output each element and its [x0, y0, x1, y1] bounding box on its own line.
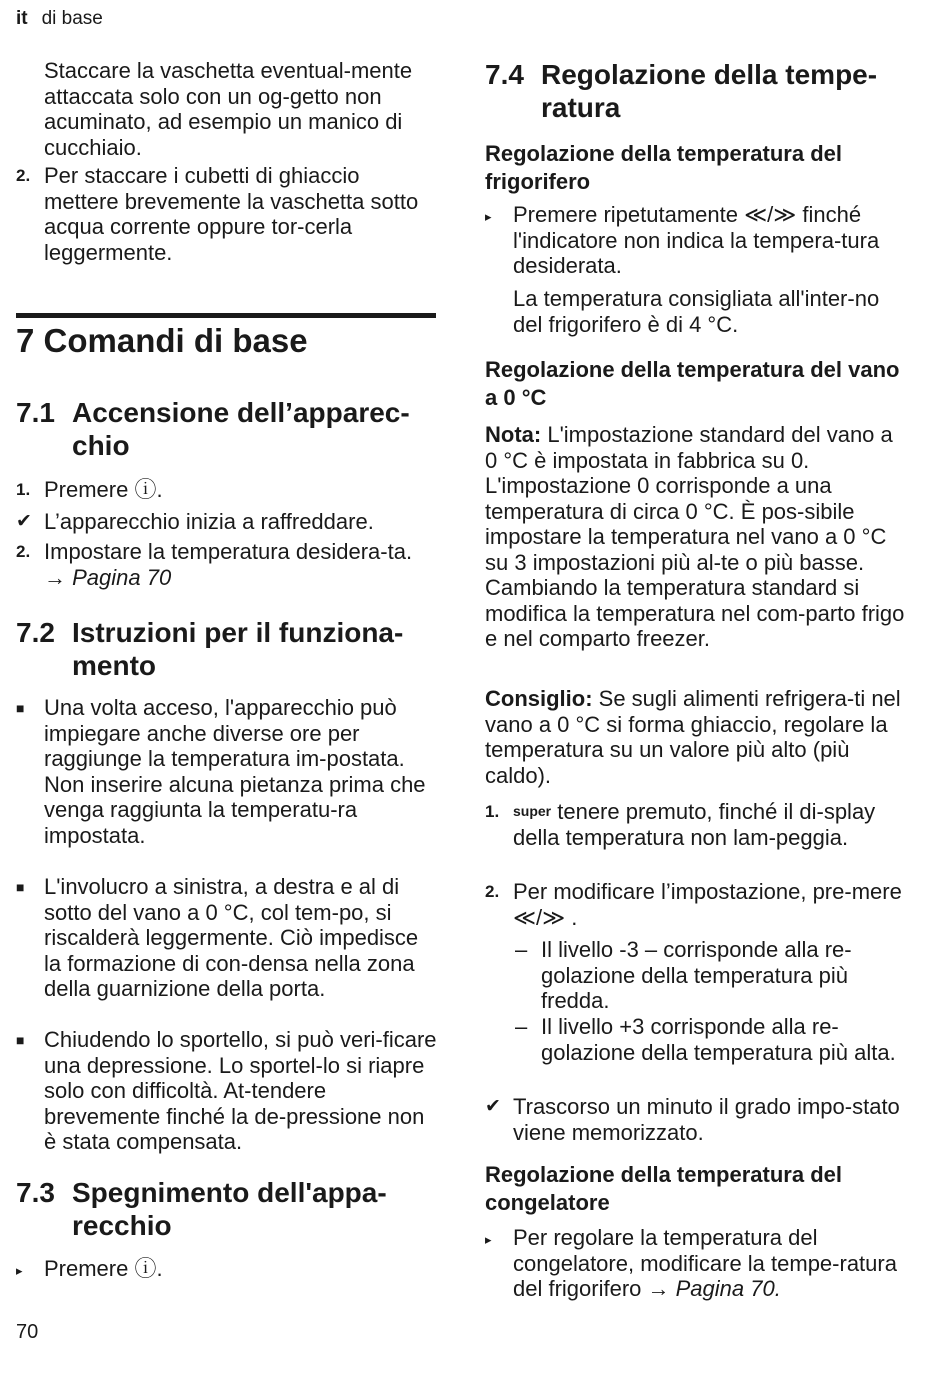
- section-title-text: Regolazione della tempe-ratura: [541, 59, 878, 123]
- dash-bullet: –: [515, 937, 528, 962]
- step-text: Per modificare l’impostazione, pre-mere ≪/≫ .: [513, 879, 902, 930]
- fridge-heading: Regolazione della temperatura del frigorifero: [485, 141, 842, 194]
- super-button-label: super: [513, 803, 552, 819]
- bullet-text: L'involucro a sinistra, a destra e al di sotto del vano a 0 °C, col tem-po, si riscalderà leggermente. Ciò impedisce la formazione di con-densa nella zona della guarnizione della porta.: [44, 874, 419, 1001]
- square-bullet-icon: ■: [16, 1032, 25, 1048]
- nota-text-2: Cambiando la temperatura standard si modifica la temperatura nel com-parto frigo e nel comparto freezer.: [485, 575, 905, 651]
- section-7-1-title: [16, 396, 462, 462]
- nota-paragraph: [485, 422, 905, 652]
- square-bullet-icon: ■: [16, 700, 25, 716]
- s72-bullet-2: [16, 874, 436, 1002]
- consiglio-text: Se sugli alimenti refrigera-ti nel vano a 0 °C si forma ghiaccio, regolare la temperatura su un valore più alto (più caldo).: [485, 686, 901, 788]
- square-bullet-icon: ■: [16, 879, 25, 895]
- dash-text: Il livello -3 – corrisponde alla re-golazione della temperatura più fredda.: [541, 937, 852, 1013]
- chapter-title: 7 Comandi di base: [16, 322, 308, 359]
- step-text: Impostare la temperatura desidera-ta.: [44, 539, 413, 564]
- section-number: 7.1: [16, 397, 55, 428]
- intro-paragraph: Staccare la vaschetta eventual-mente attaccata solo con un og-getto non acuminato, ad esempio un manico di cucchiaio.: [44, 58, 413, 160]
- page-number: 70: [16, 1321, 39, 1343]
- level-minus-3: [485, 937, 906, 1014]
- s72-bullet-3: [16, 1027, 439, 1155]
- step-number: 1.: [16, 480, 31, 499]
- language-code: it: [16, 8, 28, 29]
- bullet-text-2: Non inserire alcuna pietanza prima che venga raggiunta la temperatu-ra impostata.: [44, 771, 426, 848]
- result-text: Trascorso un minuto il grado impo-stato viene memorizzato.: [513, 1094, 900, 1145]
- chapter-rule: [16, 313, 436, 318]
- section-7-2-title: [16, 616, 462, 682]
- step-text: Per staccare i cubetti di ghiaccio mettere brevemente la vaschetta sotto acqua corrente oppure tor-cerla leggermente.: [44, 163, 419, 265]
- s71-result: [16, 509, 444, 535]
- nota-text: L'impostazione standard del vano a 0 °C è impostata in fabbrica su 0. L'impostazione 0 corrisponde a una temperatura di circa 0 °C. È pos-sibile impostare la temperatura nel vano a 0 °C su 3 impostazioni più al-te o più basse.: [485, 422, 893, 575]
- triangle-bullet-icon: ▸: [485, 209, 492, 224]
- step-2: [16, 163, 439, 265]
- freezer-heading: Regolazione della temperatura del congelatore: [485, 1162, 842, 1215]
- consiglio-label: Consiglio:: [485, 686, 593, 711]
- dash-text: Il livello +3 corrisponde alla re-golazione della temperatura più alta.: [541, 1014, 896, 1065]
- triangle-bullet-icon: ▸: [485, 1232, 492, 1247]
- checkmark-icon: ✔: [16, 511, 32, 532]
- step-text: Per regolare la temperatura del congelatore, modificare la tempe-ratura del frigorifero: [513, 1225, 897, 1301]
- nota-label: Nota:: [485, 422, 542, 447]
- step-text: Premere ⓘ.: [44, 1256, 163, 1281]
- checkmark-icon: ✔: [485, 1096, 501, 1117]
- step-number: 2.: [485, 882, 500, 901]
- triangle-bullet-icon: ▸: [16, 1263, 23, 1278]
- step-number: 1.: [485, 802, 500, 821]
- step-text: Premere ripetutamente ≪/≫ finché l'indicatore non indica la tempera-tura desiderata.: [513, 202, 880, 278]
- fridge-step: [485, 202, 908, 279]
- page-reference-link[interactable]: → Pagina 70: [44, 564, 172, 590]
- step-text: tenere premuto, finché il di-splay della temperatura non lam-peggia.: [513, 799, 876, 850]
- zero-compartment-heading: Regolazione della temperatura del vano a 0 °C: [485, 357, 900, 410]
- section-title-text: Spegnimento dell'appa-recchio: [72, 1177, 387, 1241]
- section-number: 7.3: [16, 1177, 55, 1208]
- section-number: 7.4: [485, 59, 524, 90]
- section-7-4-title: [485, 58, 950, 124]
- page-header: [16, 8, 103, 30]
- section-7-3-title: [16, 1176, 462, 1242]
- s73-step: [16, 1256, 439, 1282]
- step-number: 2.: [16, 542, 31, 561]
- level-plus-3: [485, 1014, 906, 1065]
- section-title-text: Accensione dell’apparec-chio: [72, 397, 410, 461]
- bullet-text: Una volta acceso, l'apparecchio può impiegare anche diverse ore per raggiunge la temperatura im-postata.: [44, 695, 405, 771]
- s71-step-1: [16, 477, 444, 503]
- s72-bullet-1: [16, 695, 436, 848]
- section-title-text: Istruzioni per il funziona-mento: [72, 617, 404, 681]
- bullet-text: Chiudendo lo sportello, si può veri-ficare una depressione. Lo sportel-lo si riapre solo con difficoltà. At-tendere brevemente finché la de-pressione non è stata compensata.: [44, 1027, 437, 1154]
- fridge-note: La temperatura consigliata all'inter-no del frigorifero è di 4 °C.: [513, 286, 880, 337]
- zero-result: [485, 1094, 913, 1145]
- zero-step-2: [485, 879, 908, 930]
- result-text: L’apparecchio inizia a raffreddare.: [44, 509, 374, 534]
- dash-bullet: –: [515, 1014, 528, 1039]
- section-number: 7.2: [16, 617, 55, 648]
- step-text: Premere ⓘ.: [44, 477, 163, 502]
- page-reference-link[interactable]: → Pagina 70.: [647, 1276, 781, 1301]
- header-section: di base: [41, 8, 103, 29]
- consiglio-paragraph: [485, 686, 905, 788]
- step-number: 2.: [16, 166, 31, 185]
- freezer-step: [485, 1225, 908, 1302]
- s71-step-2: [16, 539, 439, 590]
- zero-step-1: [485, 799, 908, 850]
